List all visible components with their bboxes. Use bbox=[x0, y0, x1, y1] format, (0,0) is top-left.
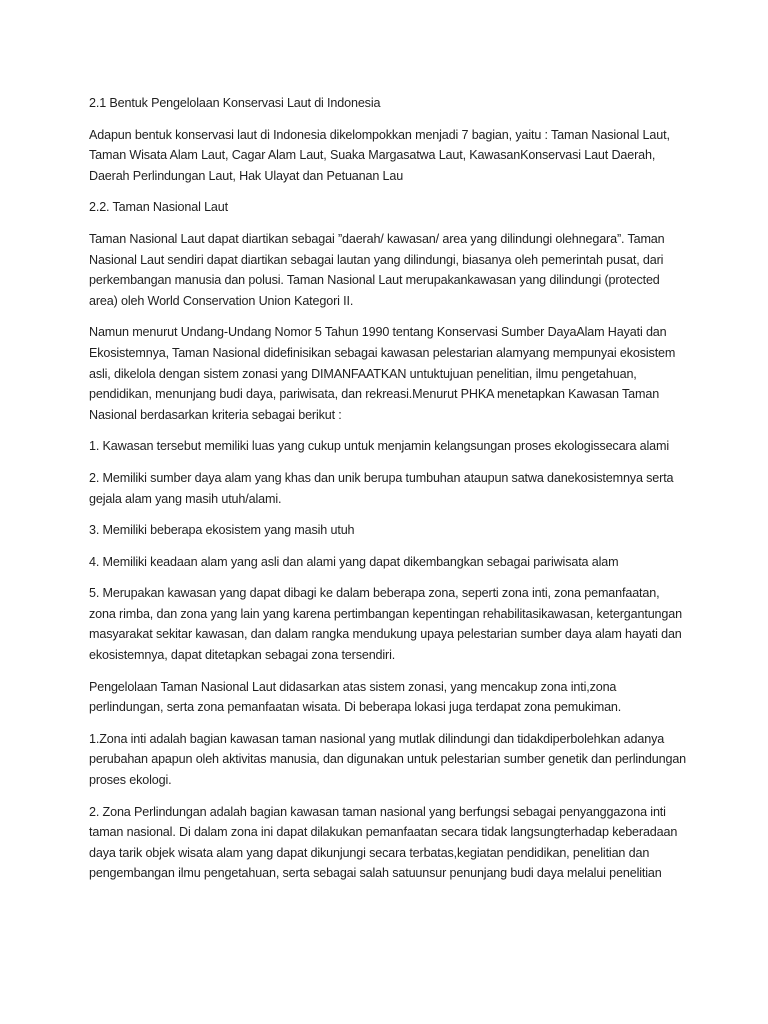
list-item-zona-perlindungan: 2. Zona Perlindungan adalah bagian kawasan taman nasional yang berfungsi sebagai penyanggazona inti taman nasional. Di dalam zona ini dapat dilakukan pemanfaatan secara tidak langsungterhadap keberadaan daya tarik objek wisata alam yang dapat dikunjungi secara terbatas,kegiatan pendidikan, penelitian dan pengembangan ilmu pengetahuan, serta sebagai salah satuunsur penunjang budi daya melalui penelitian bbox=[89, 804, 678, 881]
list-item-kriteria-5: 5. Merupakan kawasan yang dapat dibagi ke dalam beberapa zona, seperti zona inti, zona pemanfaatan, zona rimba, dan zona yang lain yang karena pertimbangan kepentingan rehabilitasikawasan, ketergantungan masyarakat sekitar kawasan, dan dalam rangka mendukung upaya pelestarian sumber daya alam hayati dan ekosistemnya, dapat ditetapkan sebagai zona tersendiri. bbox=[89, 586, 682, 663]
paragraph-sistem-zonasi: Pengelolaan Taman Nasional Laut didasarkan atas sistem zonasi, yang mencakup zona inti,zona perlindungan, serta zona pemanfaatan wisata. Di beberapa lokasi juga terdapat zona pemukiman. bbox=[89, 679, 622, 715]
paragraph-definisi-tnl: Taman Nasional Laut dapat diartikan sebagai ”daerah/ kawasan/ area yang dilindungi olehnegara”. Taman Nasional Laut sendiri dapat diartikan sebagai lautan yang dilindungi, biasanya oleh pemerintah pusat, dari perkembangan manusia dan polusi. Taman Nasional Laut merupakankawasan yang dilindungi (protected area) oleh World Conservation Union Kategori II. bbox=[89, 231, 665, 308]
list-item-zona-inti: 1.Zona inti adalah bagian kawasan taman nasional yang mutlak dilindungi dan tidakdiperbolehkan adanya perubahan apapun oleh aktivitas manusia, dan digunakan untuk pelestarian sumber genetik dan perlindungan proses ekologi. bbox=[89, 731, 687, 788]
section-heading-2-1: 2.1 Bentuk Pengelolaan Konservasi Laut di Indonesia bbox=[89, 96, 381, 110]
paragraph-bentuk-konservasi: Adapun bentuk konservasi laut di Indonesia dikelompokkan menjadi 7 bagian, yaitu : Taman Nasional Laut, Taman Wisata Alam Laut, Cagar Alam Laut, Suaka Margasatwa Laut, KawasanKonservasi Laut Daerah, Daerah Perlindungan Laut, Hak Ulayat dan Petuanan Lau bbox=[89, 127, 670, 183]
list-item-kriteria-4: 4. Memiliki keadaan alam yang asli dan alami yang dapat dikembangkan sebagai pariwisata alam bbox=[89, 554, 619, 569]
section-heading-2-2: 2.2. Taman Nasional Laut bbox=[89, 200, 228, 215]
list-item-kriteria-2: 2. Memiliki sumber daya alam yang khas dan unik berupa tumbuhan ataupun satwa danekosistemnya serta gejala alam yang masih utuh/alami. bbox=[89, 470, 674, 506]
paragraph-undang-undang: Namun menurut Undang-Undang Nomor 5 Tahun 1990 tentang Konservasi Sumber DayaAlam Hayati dan Ekosistemnya, Taman Nasional didefinisikan sebagai kawasan pelestarian alamyang mempunyai ekosistem asli, dikelola dengan sistem zonasi yang DIMANFAATKAN untuktujuan penelitian, ilmu pengetahuan, pendidikan, menunjang budi daya, pariwisata, dan rekreasi.Menurut PHKA menetapkan Kawasan Taman Nasional berdasarkan kriteria sebagai berikut : bbox=[89, 325, 676, 422]
list-item-kriteria-1: 1. Kawasan tersebut memiliki luas yang cukup untuk menjamin kelangsungan proses ekologissecara alami bbox=[89, 439, 670, 454]
list-item-kriteria-3: 3. Memiliki beberapa ekosistem yang masih utuh bbox=[89, 523, 355, 538]
